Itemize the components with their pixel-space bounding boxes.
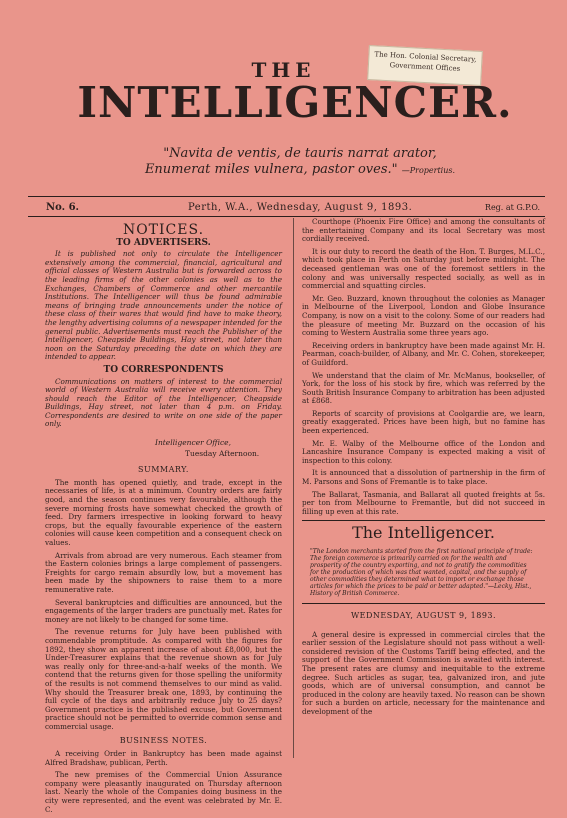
news-paragraph: It is announced that a dissolution of partnership in the firm of M. Parsons and Sons of Fremantle is to take place. <box>302 468 545 487</box>
office-signature: Intelligencer Office, <box>155 438 232 448</box>
advertisers-heading: TO ADVERTISERS. <box>116 237 211 248</box>
masthead-the: THE <box>251 58 316 82</box>
masthead-title: INTELLIGENCER. <box>77 78 513 127</box>
editorial-epigraph: "The London merchants started from the first national principle of trade: The foreign commerce is primarily carried on for the wealth and prosperity of the country exporting, and not to gratify the commodities for the production of which was that wanted, capital, and the supply of other commodities they determined what to import or exchange those articles for which the prices to be paid or better adapted."—Lecky, Hist., History of British Commerce. <box>310 548 533 597</box>
issue-line <box>28 201 545 215</box>
section-rule <box>302 603 545 604</box>
editorial-section-title: The Intelligencer. <box>352 523 495 543</box>
top-rule <box>28 196 545 197</box>
motto-line-2 <box>100 162 500 179</box>
news-paragraph: Mr. E. Walby of the Melbourne office of the London and Lancashire Insurance Company is expected making a visit of inspection to this colony. <box>302 438 545 465</box>
motto-line-1: "Navita de ventis, de tauris narrat arator, <box>163 146 437 161</box>
right-column <box>302 218 545 721</box>
issue-number: No. 6. <box>46 202 80 213</box>
business-notes-heading: BUSINESS NOTES. <box>119 736 208 746</box>
news-paragraph: It is our duty to record the death of the Hon. T. Burges, M.L.C., which took place in Perth on Saturday just before midnight. The deceased gentleman was one of the foremost settlers in the colony and was universally respected socially, as well as in commercial and squatting circles. <box>302 246 545 291</box>
left-column <box>45 222 282 818</box>
news-paragraph: Courthope (Phoenix Fire Office) and among the consultants of the entertaining Company and its local Secretary was most cordially received. <box>302 217 545 244</box>
office-time: Tuesday Afternoon. <box>185 448 260 458</box>
news-paragraph: Receiving orders in bankruptcy have been made against Mr. H. Pearman, coach-builder, of Albany, and Mr. C. Cohen, storekeeper, of Guildford. <box>302 340 545 367</box>
business-paragraph: A receiving Order in Bankruptcy has been made against Alfred Bradshaw, publican, Perth. <box>45 749 282 767</box>
correspondents-heading: TO CORRESPONDENTS <box>103 364 224 375</box>
correspondents-text: Communications on matters of interest to the commercial world of Western Australia will receive every attention. They should reach the Editor of the Intelligencer, Cheapside Buildings, Hay street, not later than 4 p.m. on Friday. Correspondents are desired to write on one side of the paper only. <box>45 376 282 429</box>
section-rule <box>302 520 545 521</box>
motto-line-2-text: Enumerat miles vulnera, pastor oves." <box>144 162 398 177</box>
summary-paragraph: Several bankruptcies and difficulties are announced, but the engagements of the larger traders are punctually met. Rates for money are not likely to be changed for some time. <box>45 597 282 624</box>
news-paragraph: We understand that the claim of Mr. McManus, bookseller, of York, for the loss of his stock by fire, which was referred by the South British Insurance Company to arbitration has been adjusted at £868. <box>302 370 545 406</box>
motto-attribution: —Propertius. <box>401 166 456 175</box>
news-paragraph: Reports of scarcity of provisions at Coolgardie are, we learn, greatly exaggerated. Prices have been high, but no famine has been experienced. <box>302 408 545 436</box>
advertisers-text: It is published not only to circulate the Intelligencer extensively among the commercial, financial, agricultural and official classes of Western Australia but is forwarded across to the leading firms of the other colonies as well as to the Exchanges, Chambers of Commerce and other mercantile Institutions. The Intelligencer will thus be found admirable means of bringing trade announcements under the notice of these class of their wares that would find have to make theory, the lengthy advertising columns of a newspaper intended for the general public. Advertisements must reach the Publisher of the Intelligencer, Cheapside Buildings, Hay street, not later than noon on the Saturday preceding the date on which they are intended to appear. <box>45 249 282 362</box>
summary-paragraph: The month has opened quietly, and trade, except in the necessaries of life, is at a minimum. Country orders are fairly good, and the season continues very favourable, although the severe morning frosts have somewhat checked the growth of feed. Dry farmers irrespective in looking forward to heavy crops, but the equally favourable experience of the eastern colonies will cause keen competition and a consequent check on values. <box>45 477 282 547</box>
summary-heading: SUMMARY. <box>138 465 189 475</box>
news-paragraph: The Ballarat, Tasmania, and Ballarat all quoted freights at 5s. per ton from Melbourne to Fremantle, but did not succeed in filling up even at this rate. <box>302 489 545 516</box>
business-paragraph: The new premises of the Commercial Union Assurance company were pleasantly inaugurated on Thursday afternoon last. Nearly the whole of the Companies doing business in the city were represented, and the event was celebrated by Mr. E. C. <box>45 770 282 814</box>
stamp-line-2: Government Offices <box>389 61 461 73</box>
summary-paragraph: Arrivals from abroad are very numerous. Each steamer from the Eastern colonies brings a large complement of passengers. Freights for cargo remain absurdly low, but a movement has been made by the shipowners to raise them to a more remunerative rate. <box>45 550 282 594</box>
motto <box>100 146 500 179</box>
stamp-line-1: The Hon. Colonial Secretary, <box>374 50 477 64</box>
editorial-dateline: WEDNESDAY, AUGUST 9, 1893. <box>350 611 497 620</box>
notices-heading: NOTICES. <box>122 222 205 238</box>
issue-registration: Reg. at G.P.O. <box>484 203 540 212</box>
column-divider <box>293 218 294 758</box>
news-paragraph: Mr. Geo. Buzzard, known throughout the colonies as Manager in Melbourne of the Liverpool, London and Globe Insurance Company, is now on a visit to the colony. Some of our readers had the pleasure of meeting Mr. Buzzard on the occasion of his coming to Western Australia some three years ago. <box>302 293 545 338</box>
summary-paragraph: The revenue returns for July have been published with commendable promptitude. As compared with the figures for 1892, they show an apparent increase of about £8,000, but the Under-Treasurer explains that the revenue shown as for July was really only for three-and-a-half weeks of the month. We contend that the returns given for those spelling the uniformity of the results is not commend themselves to our mind as valid. Why should the Treasurer break one, 1893, by continuing the full cycle of the days and arbitrarily reduce July to 25 days? Government practice is the published excuse, but Government practice should not be permitted to override common sense and commercial usage. <box>45 627 282 731</box>
issue-place-date: Perth, W.A., Wednesday, August 9, 1893. <box>188 202 413 213</box>
editorial-paragraph: A general desire is expressed in commercial circles that the earlier session of the Legislature should not pass without a well-considered revision of the Customs Tariff being effected, and the support of the Government Commission is awaited with interest. The present rates are clumsy and inequitable to the extreme degree. Such articles as sugar, tea, galvanized iron, and jute goods, which are of universal consumption, and cannot be produced in the colony are heavily taxed. No reason can be shown for such a burden on article, necessary for the maintenance and development of the <box>302 629 545 716</box>
